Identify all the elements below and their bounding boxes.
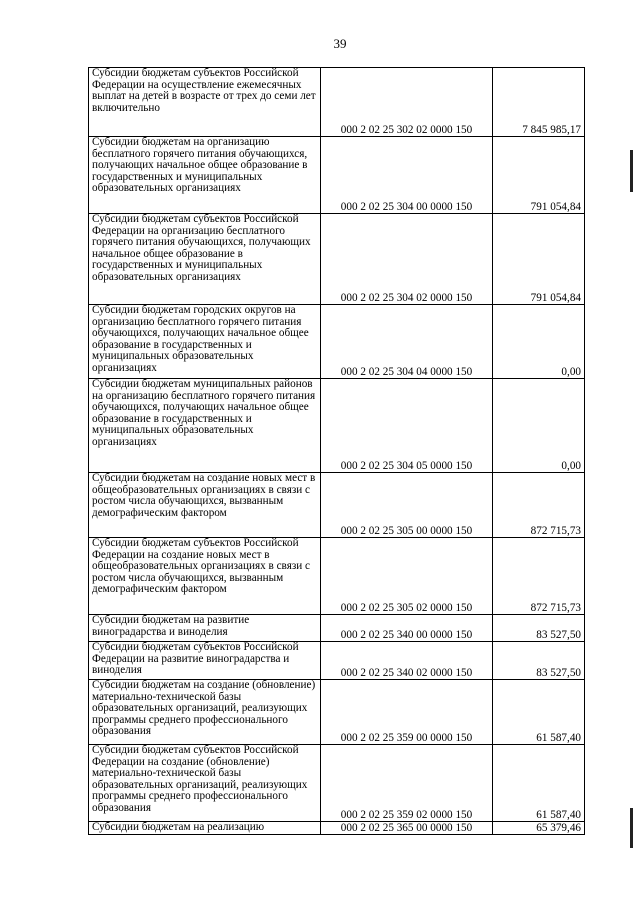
row-code: 000 2 02 25 305 02 0000 150 bbox=[321, 538, 493, 615]
table-row bbox=[89, 68, 585, 137]
table-row bbox=[89, 745, 585, 822]
table-row bbox=[89, 214, 585, 305]
row-code: 000 2 02 25 302 02 0000 150 bbox=[321, 68, 493, 137]
table-row bbox=[89, 137, 585, 214]
row-amount: 7 845 985,17 bbox=[493, 68, 585, 137]
row-amount: 61 587,40 bbox=[493, 680, 585, 745]
row-name: Субсидии бюджетам субъектов Российской Федерации на создание новых мест в общеобразовательных организациях в связи с ростом числа обучающихся, вызванным демографическим фактором bbox=[89, 538, 321, 615]
row-amount: 65 379,46 bbox=[493, 822, 585, 835]
row-code: 000 2 02 25 304 05 0000 150 bbox=[321, 379, 493, 473]
row-name: Субсидии бюджетам на организацию бесплатного горячего питания обучающихся, получающих начальное общее образование в государственных и муниципальных образовательных организациях bbox=[89, 137, 321, 214]
table-row bbox=[89, 379, 585, 473]
budget-revenue-table bbox=[88, 67, 585, 835]
row-name: Субсидии бюджетам на создание (обновление) материально-технической базы образовательных организаций, реализующих программы среднего профессионального образования bbox=[89, 680, 321, 745]
row-amount: 61 587,40 bbox=[493, 745, 585, 822]
row-name: Субсидии бюджетам субъектов Российской Федерации на осуществление ежемесячных выплат на детей в возрасте от трех до семи лет включительно bbox=[89, 68, 321, 137]
row-name: Субсидии бюджетам субъектов Российской Федерации на организацию бесплатного горячего питания обучающихся, получающих начальное общее образование в государственных и муниципальных образовательных организациях bbox=[89, 214, 321, 305]
row-amount: 791 054,84 bbox=[493, 137, 585, 214]
scan-edge-mark bbox=[630, 150, 633, 192]
row-code: 000 2 02 25 365 00 0000 150 bbox=[321, 822, 493, 835]
table-row bbox=[89, 473, 585, 538]
row-amount: 0,00 bbox=[493, 305, 585, 379]
row-name: Субсидии бюджетам на создание новых мест в общеобразовательных организациях в связи с ростом числа обучающихся, вызванным демографическим фактором bbox=[89, 473, 321, 538]
table-row bbox=[89, 305, 585, 379]
row-code: 000 2 02 25 359 00 0000 150 bbox=[321, 680, 493, 745]
table-row bbox=[89, 680, 585, 745]
row-amount: 791 054,84 bbox=[493, 214, 585, 305]
row-code: 000 2 02 25 340 00 0000 150 bbox=[321, 615, 493, 642]
row-amount: 872 715,73 bbox=[493, 473, 585, 538]
scan-edge-mark bbox=[630, 808, 633, 848]
row-code: 000 2 02 25 304 00 0000 150 bbox=[321, 137, 493, 214]
row-name: Субсидии бюджетам на реализацию bbox=[89, 822, 321, 835]
page-number: 39 bbox=[333, 36, 347, 51]
row-amount: 872 715,73 bbox=[493, 538, 585, 615]
table-row bbox=[89, 822, 585, 835]
row-code: 000 2 02 25 304 04 0000 150 bbox=[321, 305, 493, 379]
row-code: 000 2 02 25 305 00 0000 150 bbox=[321, 473, 493, 538]
table-row bbox=[89, 538, 585, 615]
row-amount: 83 527,50 bbox=[493, 642, 585, 680]
row-code: 000 2 02 25 359 02 0000 150 bbox=[321, 745, 493, 822]
row-name: Субсидии бюджетам субъектов Российской Федерации на создание (обновление) материально-технической базы образовательных организаций, реализующих программы среднего профессионального образования bbox=[89, 745, 321, 822]
row-name: Субсидии бюджетам субъектов Российской Федерации на развитие виноградарства и виноделия bbox=[89, 642, 321, 680]
row-name: Субсидии бюджетам муниципальных районов на организацию бесплатного горячего питания обучающихся, получающих начальное общее образование в государственных и муниципальных образовательных организациях bbox=[89, 379, 321, 473]
row-amount: 83 527,50 bbox=[493, 615, 585, 642]
row-amount: 0,00 bbox=[493, 379, 585, 473]
row-code: 000 2 02 25 340 02 0000 150 bbox=[321, 642, 493, 680]
table-row bbox=[89, 642, 585, 680]
row-name: Субсидии бюджетам городских округов на организацию бесплатного горячего питания обучающихся, получающих начальное общее образование в государственных и муниципальных образовательных организациях bbox=[89, 305, 321, 379]
row-name: Субсидии бюджетам на развитие виноградарства и виноделия bbox=[89, 615, 321, 642]
table-row bbox=[89, 615, 585, 642]
row-code: 000 2 02 25 304 02 0000 150 bbox=[321, 214, 493, 305]
